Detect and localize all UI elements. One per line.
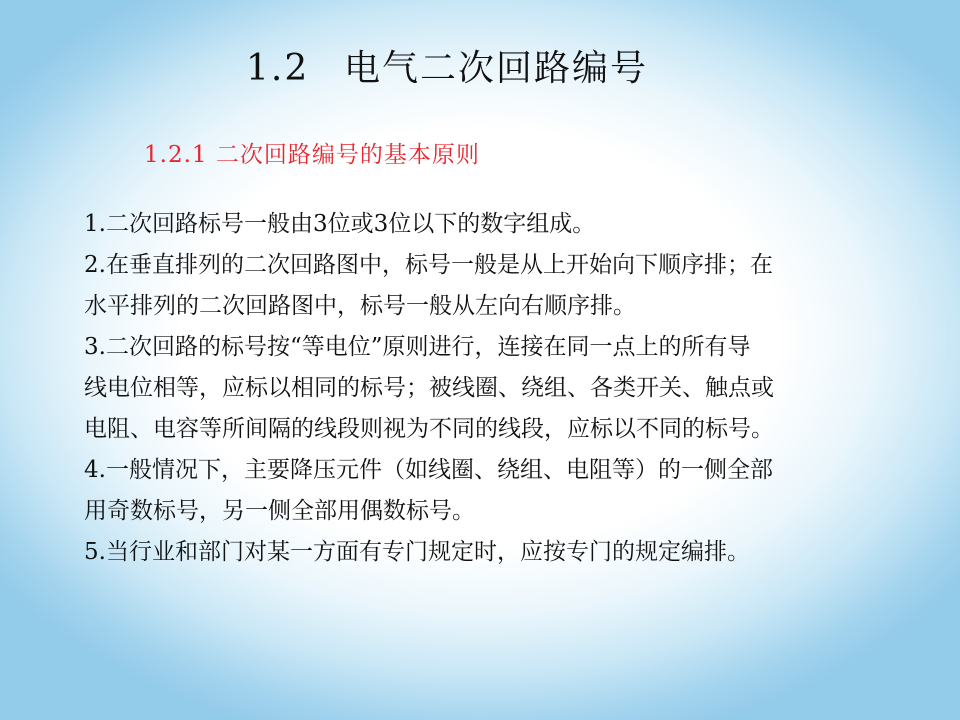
text-line: 用奇数标号，另一侧全部用偶数标号。 [84, 498, 475, 524]
body-text [84, 204, 894, 573]
text-line: 5.当行业和部门对某一方面有专门规定时，应按专门的规定编排。 [84, 539, 750, 565]
section-title-text: 电气二次回路编号 [344, 48, 649, 89]
text-line: 电阻、电容等所间隔的线段则视为不同的线段，应标以不同的标号。 [84, 416, 774, 442]
text-line: 2.在垂直排列的二次回路图中，标号一般是从上开始向下顺序排；在 [84, 252, 773, 278]
subsection-heading: 1.2.1 二次回路编号的基本原则 [144, 142, 480, 168]
text-line: 3.二次回路的标号按“等电位”原则进行，连接在同一点上的所有导 [84, 334, 751, 360]
slide-title [246, 44, 648, 94]
text-line: 线电位相等，应标以相同的标号；被线圈、绕组、各类开关、触点或 [84, 375, 774, 401]
text-line: 1.二次回路标号一般由3位或3位以下的数字组成。 [84, 211, 596, 237]
section-number: 1.2 [246, 48, 310, 89]
text-line: 4.一般情况下，主要降压元件（如线圈、绕组、电阻等）的一侧全部 [84, 457, 773, 483]
text-line: 水平排列的二次回路图中，标号一般从左向右顺序排。 [84, 293, 636, 319]
